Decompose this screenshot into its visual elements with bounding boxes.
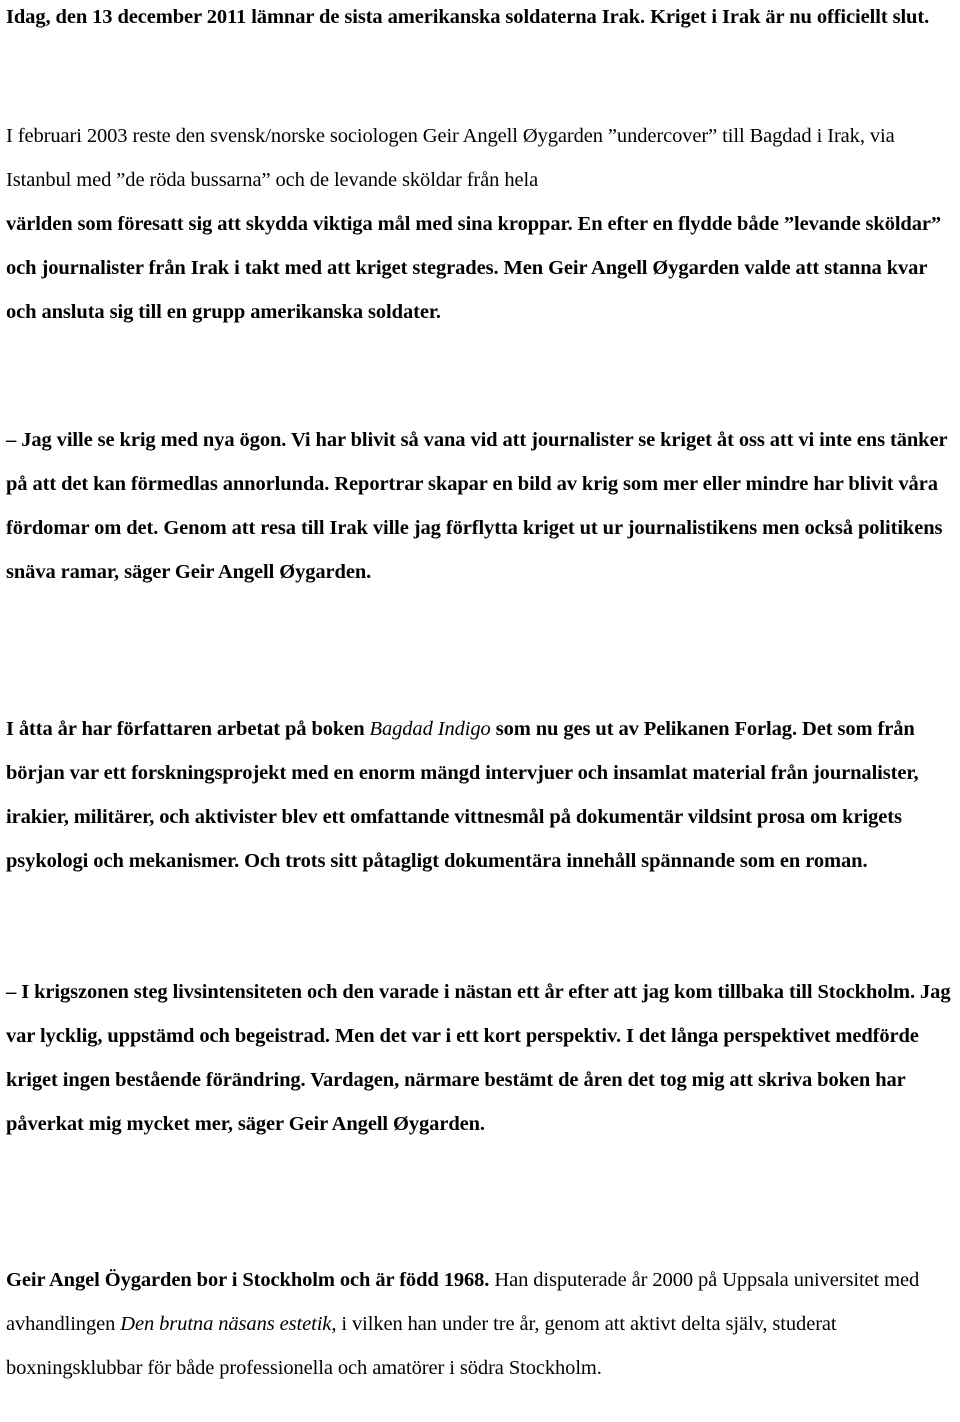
quote-paragraph-2 <box>6 970 954 1146</box>
book-publisher-text: som nu ges ut av Pelikanen Forlag. <box>495 718 797 740</box>
quote-paragraph-1 <box>6 418 954 594</box>
book-intro-text: I åtta år har författaren arbetat på boken <box>6 718 365 740</box>
dissertation-title: Den brutna näsans estetik <box>120 1313 332 1335</box>
quote-text: Jag ville se krig med nya ögon. Vi har blivit så vana vid att journalister se kriget åt oss att vi inte ens tänker på att det kan förmedlas annorlunda. Reportrar skapar en bild av krig som mer eller mindre har blivit våra fördomar om det. Genom att resa till Irak ville jag förflytta kriget ut ur journalistikens men också politikens snäva ramar, säger Geir Angell Øygarden. <box>6 429 948 583</box>
author-bio-text-end: , i vilken han under tre år, genom att aktivt delta själv, studerat boxningsklubbar för både professionella och amatörer i södra Stockholm. <box>6 1313 837 1379</box>
paragraph-author-bio <box>6 1258 954 1390</box>
book-description-text: Det som från början var ett forskningsprojekt med en enorm mängd intervjuer och insamlat material från journalister, irakier, militärer, och aktivister blev ett omfattande vittnesmål på dokumentär vildsint prosa om krigets psykologi och mekanismer. Och trots sitt påtagligt dokumentära innehåll spännande som en roman. <box>6 718 919 872</box>
paragraph-background <box>6 114 954 334</box>
author-bio-lead: Geir Angel Öygarden bor i Stockholm och är född 1968. <box>6 1269 490 1291</box>
quote-dash: – <box>6 981 17 1003</box>
quote-dash: – <box>6 429 17 451</box>
paragraph-background-part-2: världen som föresatt sig att skydda viktiga mål med sina kroppar. En efter en flydde både ”levande sköldar” och journalister från Irak i takt med att kriget stegrades. Men Geir Angell Øygarden valde att stanna kvar och ansluta sig till en grupp amerikanska soldater. <box>6 213 942 323</box>
book-title: Bagdad Indigo <box>369 718 491 740</box>
author-bio-text: Han disputerade år 2000 på Uppsala universitet med avhandlingen <box>6 1269 920 1335</box>
paragraph-background-part-1: I februari 2003 reste den svensk/norske sociologen Geir Angell Øygarden ”undercover” till Bagdad i Irak, via Istanbul med ”de röda bussarna” och de levande sköldar från hela <box>6 125 895 191</box>
quote-text: I krigszonen steg livsintensiteten och den varade i nästan ett år efter att jag kom tillbaka till Stockholm. Jag var lycklig, uppstämd och begeistrad. Men det var i ett kort perspektiv. I det långa perspektivet medförde kriget ingen bestående förändring. Vardagen, närmare bestämt de åren det tog mig att skriva boken har påverkat mig mycket mer, säger Geir Angell Øygarden. <box>6 981 951 1135</box>
paragraph-intro: Idag, den 13 december 2011 lämnar de sista amerikanska soldaterna Irak. Kriget i Irak är nu officiellt slut. <box>6 6 930 28</box>
paragraph-book <box>6 707 954 883</box>
